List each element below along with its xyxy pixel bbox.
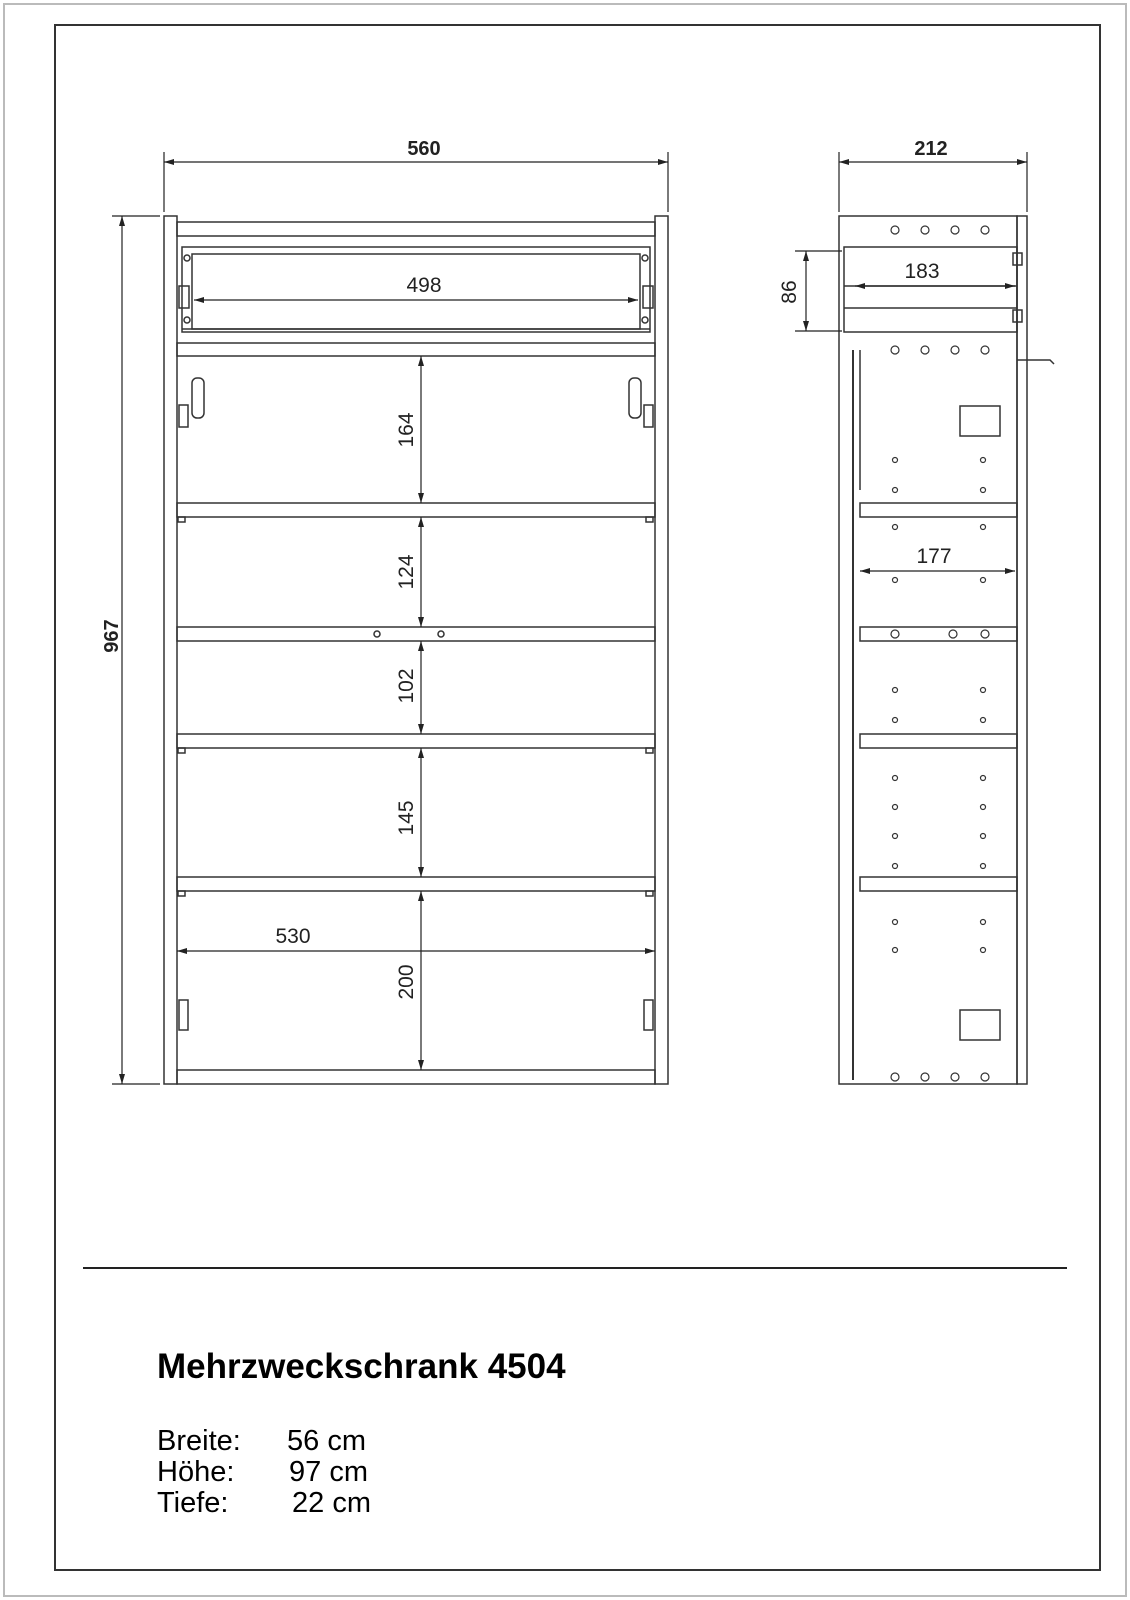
side-shelf <box>860 877 1017 891</box>
side-panel <box>839 216 1017 1084</box>
spec-value: 22 cm <box>292 1487 371 1519</box>
drawer-runner <box>179 286 189 308</box>
shelf-depth-label: 177 <box>916 545 952 568</box>
inner-frame <box>55 25 1100 1570</box>
side-holes <box>891 226 989 1081</box>
door-handle <box>1017 360 1054 364</box>
compartment-3-label: 102 <box>395 668 418 704</box>
compartment-1-label: 164 <box>395 412 418 448</box>
drawer-width-label: 498 <box>406 274 442 297</box>
side-back-edge <box>1017 216 1027 1084</box>
side-shelf <box>860 734 1017 748</box>
hinge <box>192 378 204 418</box>
side-view <box>839 216 1054 1084</box>
front-width-label: 560 <box>407 138 441 160</box>
drawer-divider <box>177 343 655 356</box>
shelf-1 <box>177 503 655 517</box>
shelf-3 <box>177 734 655 748</box>
drawer-depth-label: 183 <box>904 260 940 283</box>
compartment-2-label: 124 <box>395 554 418 590</box>
side-dimensions <box>795 152 1027 571</box>
front-dimensions <box>112 152 668 1084</box>
screw-hole <box>184 255 190 261</box>
screw-hole <box>374 631 380 637</box>
side-depth-label: 212 <box>914 138 948 160</box>
front-height-label: 967 <box>101 619 123 653</box>
hinge-cup <box>960 1010 1000 1040</box>
screw-hole <box>184 317 190 323</box>
front-view <box>164 216 668 1084</box>
side-shelf <box>860 627 1017 641</box>
drawer-height-label: 86 <box>778 280 801 304</box>
spec-label: Breite: <box>157 1425 241 1457</box>
shelf-pin <box>178 517 185 522</box>
spec-label: Höhe: <box>157 1456 235 1488</box>
hinge-plate <box>644 405 653 427</box>
front-right-panel <box>655 216 668 1084</box>
shelf-4 <box>177 877 655 891</box>
hinge <box>629 378 641 418</box>
screw-hole <box>642 317 648 323</box>
shelf-2 <box>177 627 655 641</box>
front-top-board <box>177 222 655 236</box>
front-left-panel <box>164 216 177 1084</box>
spec-label: Tiefe: <box>157 1487 229 1519</box>
shelf-pin <box>646 748 653 753</box>
inner-width-label: 530 <box>275 925 311 948</box>
hinge-plate <box>179 405 188 427</box>
spec-value: 56 cm <box>287 1425 366 1457</box>
shelf-pin <box>646 891 653 896</box>
shelf-pin <box>178 748 185 753</box>
hinge-plate <box>179 1000 188 1030</box>
side-shelf <box>860 503 1017 517</box>
screw-hole <box>438 631 444 637</box>
compartment-4-label: 145 <box>395 800 418 836</box>
hinge-plate <box>644 1000 653 1030</box>
shelf-pin <box>178 891 185 896</box>
product-title: Mehrzweckschrank 4504 <box>157 1347 566 1386</box>
hinge-cup <box>960 406 1000 436</box>
compartment-5-label: 200 <box>395 964 418 1000</box>
shelf-pin <box>646 517 653 522</box>
front-bottom-board <box>177 1070 655 1084</box>
drawer-runner <box>643 286 653 308</box>
screw-hole <box>642 255 648 261</box>
spec-value: 97 cm <box>289 1456 368 1488</box>
